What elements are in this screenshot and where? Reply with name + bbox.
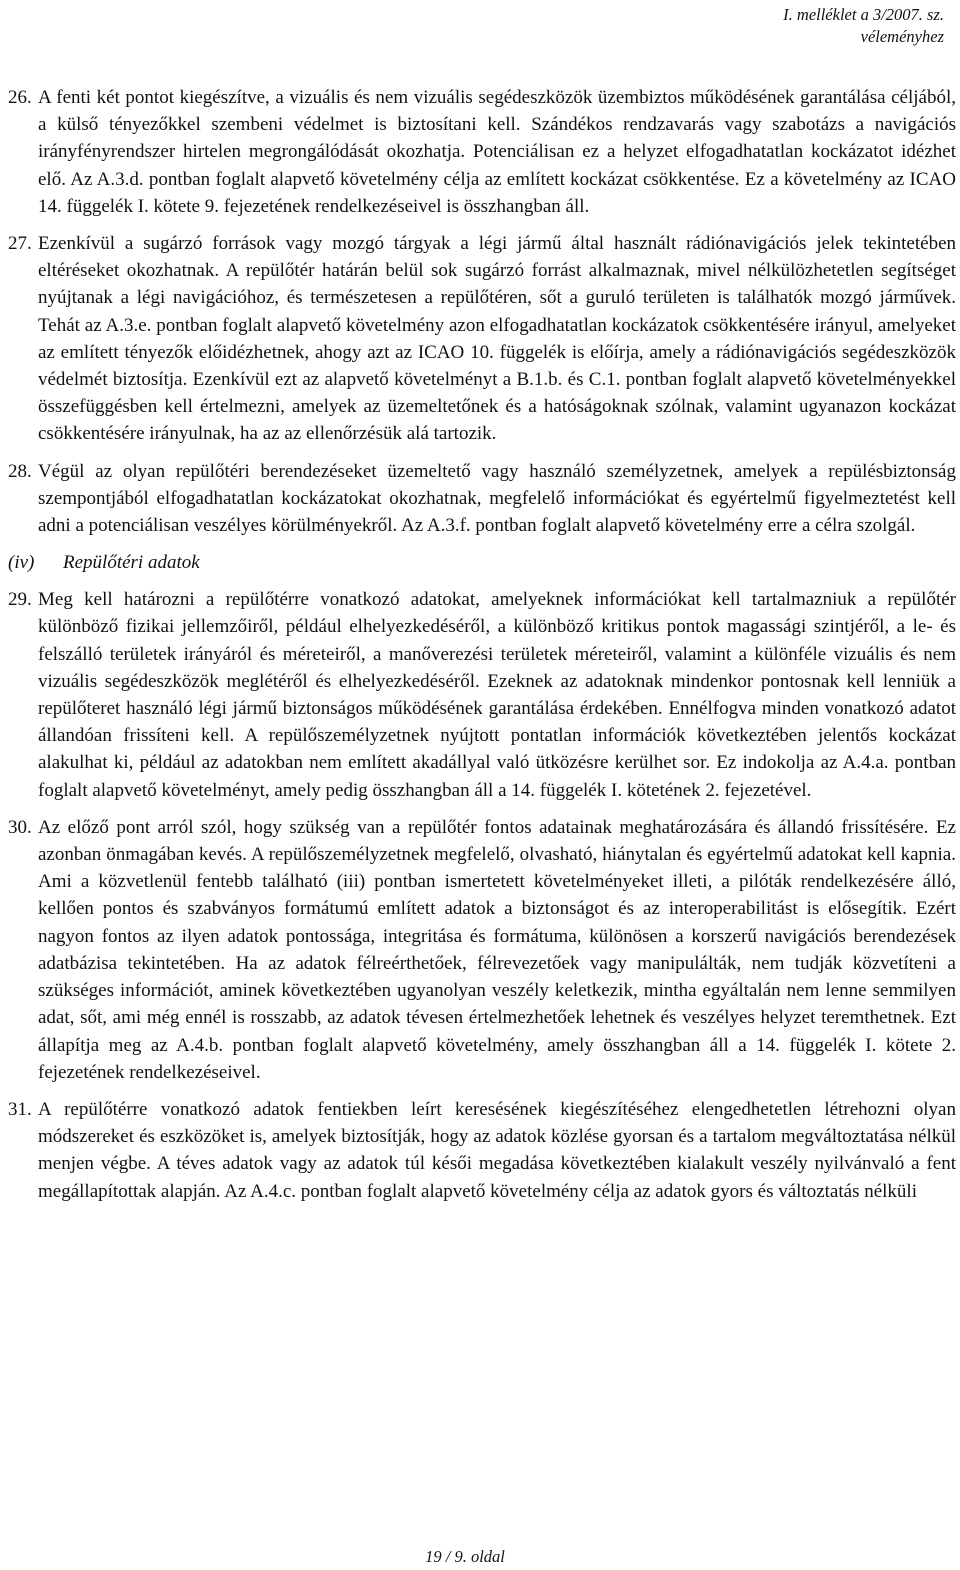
- paragraph-number: 31.: [8, 1098, 32, 1120]
- paragraph-number: 28.: [8, 460, 32, 482]
- document-header: [644, 4, 944, 48]
- paragraph-27: [8, 230, 956, 448]
- paragraph-number: 26.: [8, 87, 32, 108]
- section-number: (iv): [8, 552, 35, 574]
- paragraph-28: [8, 458, 956, 540]
- paragraph-30: [8, 814, 956, 1086]
- paragraph-29: [8, 586, 956, 804]
- page-number: 19 / 9. oldal: [425, 1547, 505, 1566]
- paragraph-text: Ezenkívül a sugárzó források vagy mozgó tárgyak a légi jármű által használt rádiónavigációs jelek tekintetében eltéréseket okozhatnak. A repülőtér határán belül sok sugárzó forrást alkalmaznak, mivel nélkülözhetetlen segítséget nyújtanak a légi navigációhoz, és természetesen a repülőtéren, sőt a guruló területen is találhatók mozgó járművek. Tehát az A.3.e. pontban foglalt alapvető követelmény azon elfogadhatatlan kockázatok csökkentésére irányul, amelyeket az említett tényezők előidézhetnek, ahogy azt az ICAO 10. függelék is előírja, amely a rádiónavigációs segédeszközök védelmét biztosítja. Ezenkívül ezt az alapvető követelményt a B.1.b. és C.1. pontban foglalt alapvető követelményekkel összefüggésben kell értelmezni, amelyek az üzemeltetőnek és a hatóságoknak szólnak, valamint ugyanazon kockázat csökkentésére irányulnak, ha az az ellenőrzésük alá tartozik.: [38, 233, 956, 445]
- paragraph-text: A repülőtérre vonatkozó adatok fentiekben leírt keresésének kiegészítéséhez elengedhetetlen létrehozni olyan módszereket és eszközöket is, amelyek biztosítják, hogy az adatok közlése gyorsan és a tartalom megváltoztatása nélkül menjen végbe. A téves adatok vagy az adatok túl késői megadása következtében kialakult veszély nyilvánvaló a fent megállapítottak alapján. Az A.4.c. pontban foglalt alapvető követelmény célja az adatok gyors és változtatás nélküli: [38, 1098, 956, 1202]
- paragraph-number: 30.: [8, 816, 32, 838]
- header-annex-reference: I. melléklet a 3/2007. sz.: [783, 5, 944, 24]
- paragraph-text: Meg kell határozni a repülőtérre vonatkozó adatokat, amelyeknek információkat kell tartalmazniuk a repülőtér különböző fizikai jellemzőiről, például elhelyezkedéséről, a különböző kritikus pontok magassági szintjéről, a le- és felszálló területek irányáról és méreteiről, a manőverezési területek méreteiről, valamint a különféle vizuális és nem vizuális segédeszközök meglétéről és elhelyezkedéséről. Ezeknek az adatoknak mindenkor pontosnak kell lenniük a repülőteret használó légi jármű biztonságos működésének garantálása érdekében. Ennélfogva minden vonatkozó adatot állandóan frissíteni kell. A repülőszemélyzetnek nyújtott pontatlan információk következtében jelentős kockázat alakulhat ki, például az adatokban nem említett akadállyal való ütközésre kerülhet sor. Ez indokolja az A.4.a. pontban foglalt alapvető követelményt, amely pedig összhangban áll a 14. függelék I. kötetének 2. fejezetével.: [38, 589, 956, 801]
- section-heading: [8, 549, 956, 576]
- paragraph-number: 29.: [8, 589, 32, 611]
- paragraph-31: [8, 1096, 956, 1205]
- page-footer: [0, 1547, 930, 1567]
- paragraph-text: A fenti két pontot kiegészítve, a vizuális és nem vizuális segédeszközök üzembiztos működésének garantálása céljából, a külső tényezőkkel szembeni védelmet is biztosítani kell. Szándékos rendzavarás vagy szabotázs a navigációs irányfényrendszer hirtelen megrongálódását okozhatja. Potenciálisan ez a helyzet elfogadhatatlan kockázatot idézhet elő. Az A.3.d. pontban foglalt alapvető követelmény célja az említett kockázat csökkentése. Ez a követelmény az ICAO 14. függelék I. kötete 9. fejezetének rendelkezéseivel is összhangban áll.: [38, 87, 956, 217]
- paragraph-text: Az előző pont arról szól, hogy szükség van a repülőtér fontos adatainak meghatározására és állandó frissítésére. Ez azonban önmagában kevés. A repülőszemélyzetnek megfelelő, olvasható, hiánytalan és egyértelmű adatokat kell kapnia. Ami a közvetlenül fentebb található (iii) pontban ismertetett követelményeket illeti, a pilóták rendelkezésére álló, kellően pontos és szabványos formátumú említett adatok a biztonságot és az interoperabilitást is elősegítik. Ezért nagyon fontos az ilyen adatok pontossága, integritása és formátuma, különösen a korszerű navigációs berendezések adatbázisa tekintetében. Ha az adatok félreérthetőek, félrevezetőek vagy manipulálták, nem tudják közvetíteni a szükséges információt, aminek következtében ugyanolyan veszély keletkezik, mintha egyáltalán nem lenne semmilyen adat, sőt, ami még ennél is rosszabb, az adatok tévesen értelmezhetőek lehetnek és veszélyes helyzet teremthetnek. Ezt állapítja meg az A.4.b. pontban foglalt alapvető követelmény, amely összhangban áll a 14. függelék I. kötete 2. fejezetének rendelkezéseivel.: [38, 816, 956, 1083]
- paragraph-text: Végül az olyan repülőtéri berendezéseket üzemeltető vagy használó személyzetnek, amelyek a repülésbiztonság szempontjából elfogadhatatlan kockázatokat okozhatnak, megfelelő információkat és egyértelmű figyelmeztetést kell adni a potenciálisan veszélyes körülményekről. Az A.3.f. pontban foglalt alapvető követelmény erre a célra szolgál.: [38, 460, 956, 537]
- paragraph-number: 27.: [8, 233, 32, 255]
- paragraph-26: [8, 84, 956, 220]
- header-opinion-reference: véleményhez: [860, 27, 944, 46]
- section-title: Repülőtéri adatok: [63, 552, 200, 574]
- document-body: [8, 84, 956, 1215]
